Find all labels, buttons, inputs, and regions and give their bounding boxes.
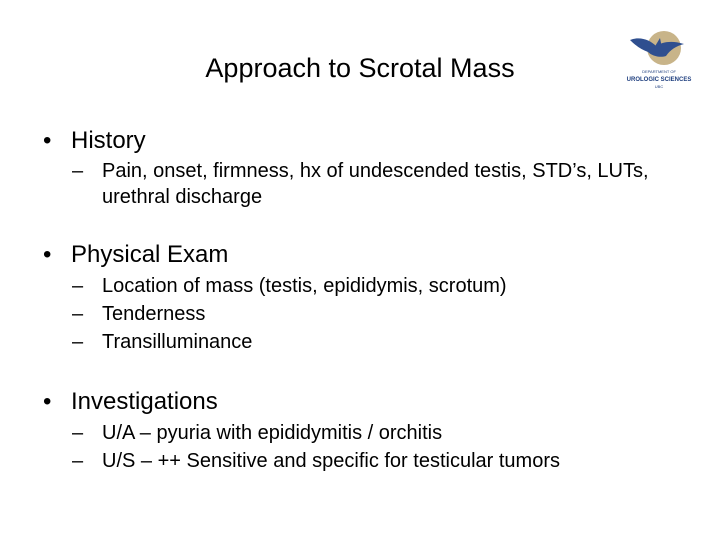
bullet-heading [43,240,507,270]
bullet-heading [43,387,560,417]
dash-marker: – [72,422,84,444]
item-text: Pain, onset, firmness, hx of undescended testis, STD’s, LUTs, urethral discharge [102,160,649,208]
logo-line2: UROLOGIC SCIENCES [626,77,692,83]
item-text: Tenderness [102,303,206,325]
dash-marker: – [72,160,84,182]
section-physical-exam [43,240,507,356]
dash-marker: – [72,450,84,472]
item-text: U/A – pyuria with epididymitis / orchitis [102,422,443,444]
list-item [43,419,560,447]
item-text: Location of mass (testis, epididymis, scrotum) [102,275,507,297]
item-text: Transilluminance [102,331,253,353]
sub-list [43,419,560,475]
list-item [43,158,662,210]
list-item [43,300,507,328]
list-item [43,328,507,356]
bullet-heading [43,126,662,156]
dash-marker: – [72,331,84,353]
eagle-icon [626,30,692,96]
heading-text: History [71,127,146,154]
list-item [43,272,507,300]
sub-list [43,272,507,356]
dash-marker: – [72,303,84,325]
logo-line1: DEPARTMENT OF [642,69,676,74]
department-logo [626,30,692,96]
dash-marker: – [72,275,84,297]
bullet-marker: • [43,127,52,154]
heading-text: Investigations [71,388,218,415]
sub-list [43,158,662,210]
bullet-marker: • [43,241,52,268]
logo-line3: UBC [654,84,664,89]
section-history [43,126,662,210]
bullet-marker: • [43,388,52,415]
item-text: U/S – ++ Sensitive and specific for testicular tumors [102,450,560,472]
list-item [43,447,560,475]
section-investigations [43,387,560,475]
slide-title: Approach to Scrotal Mass [205,53,515,83]
heading-text: Physical Exam [71,241,229,268]
